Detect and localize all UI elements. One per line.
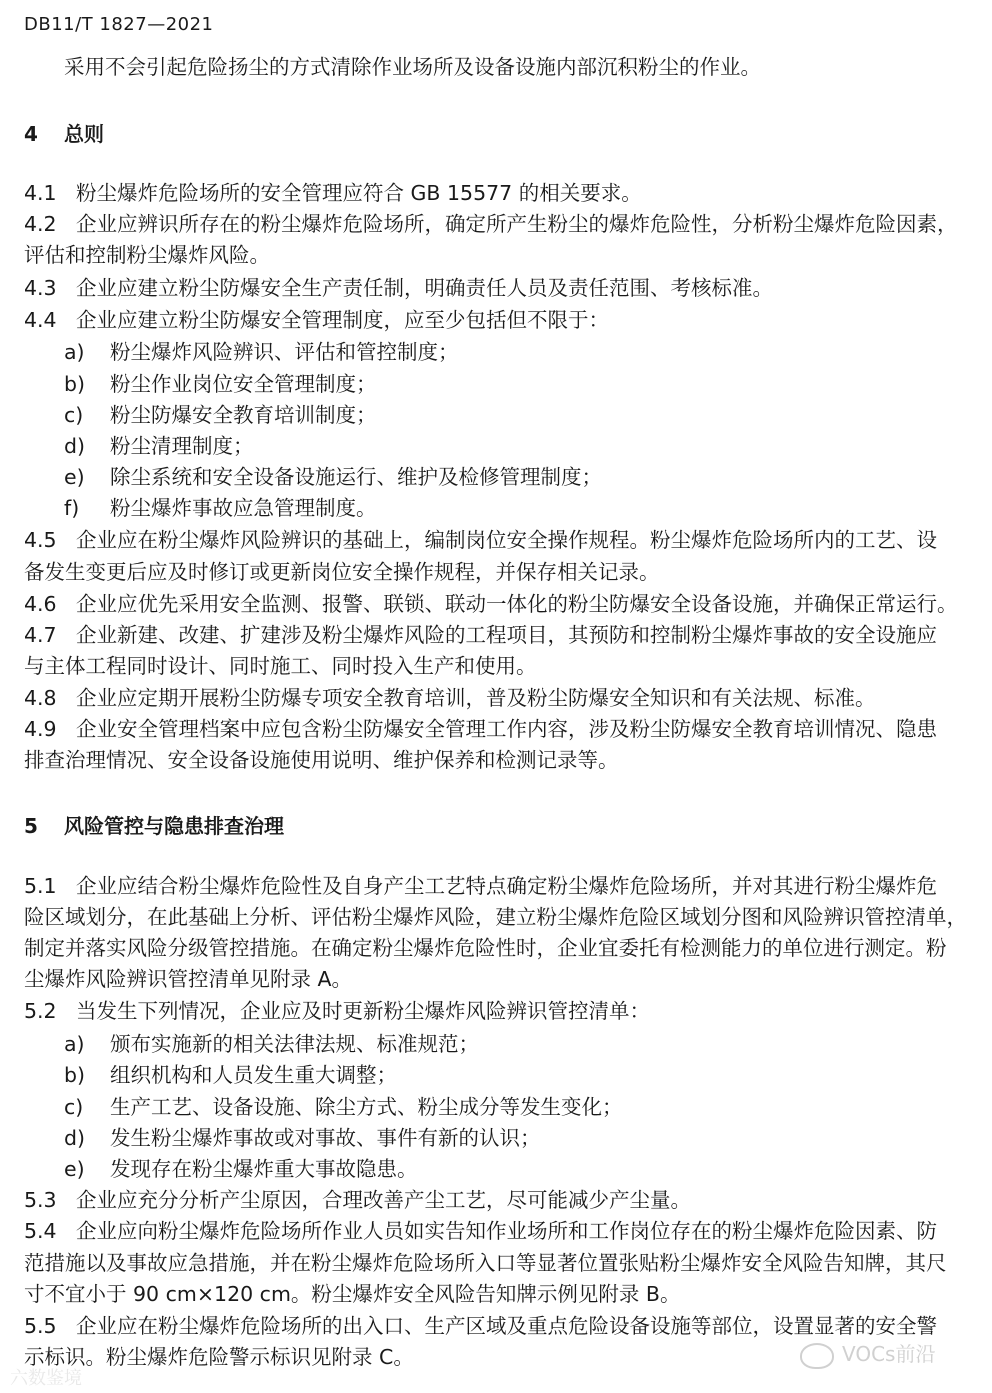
- clause-5-5: [24, 1311, 937, 1341]
- clause-number: 5.4: [24, 1219, 57, 1243]
- list-item: [64, 400, 377, 430]
- clause-5-4: [24, 1216, 937, 1246]
- item-text: 粉尘防爆安全教育培训制度；: [110, 403, 377, 427]
- clause-4-3: [24, 273, 773, 303]
- clause-5-4-cont: 寸不宜小于 90 cm×120 cm。粉尘爆炸安全风险告知牌示例见附录 B。: [24, 1282, 681, 1306]
- clause-number: 4.9: [24, 717, 57, 741]
- clause-4-2: [24, 209, 958, 239]
- list-item: [64, 1060, 397, 1090]
- watermark-right: [800, 1338, 935, 1369]
- clause-text: 企业应建立粉尘防爆安全管理制度，应至少包括但不限于：: [76, 308, 609, 332]
- clause-4-5-cont: 备发生变更后应及时修订或更新岗位安全操作规程，并保存相关记录。: [24, 560, 660, 584]
- clause-4-4: [24, 305, 609, 335]
- section-title: 风险管控与隐患排查治理: [64, 814, 284, 838]
- clause-text: 当发生下列情况，企业应及时更新粉尘爆炸风险辨识管控清单：: [76, 999, 650, 1023]
- clause-text: 企业应建立粉尘防爆安全生产责任制，明确责任人员及责任范围、考核标准。: [76, 276, 773, 300]
- list-item: [64, 337, 459, 367]
- clause-5-1-cont: 尘爆炸风险辨识管控清单见附录 A。: [24, 967, 353, 991]
- clause-5-5-cont: 示标识。粉尘爆炸危险警示标识见附录 C。: [24, 1345, 414, 1369]
- clause-text: 企业新建、改建、扩建涉及粉尘爆炸风险的工程项目，其预防和控制粉尘爆炸事故的安全设施应: [76, 623, 937, 647]
- clause-number: 4.4: [24, 308, 57, 332]
- item-text: 颁布实施新的相关法律法规、标准规范；: [110, 1032, 479, 1056]
- clause-number: 5.3: [24, 1188, 57, 1212]
- clause-number: 4.7: [24, 623, 57, 647]
- clause-5-3: [24, 1185, 691, 1215]
- clause-number: 5.5: [24, 1314, 57, 1338]
- clause-4-7: [24, 620, 937, 650]
- item-text: 粉尘爆炸风险辨识、评估和管控制度；: [110, 340, 459, 364]
- clause-4-9: [24, 714, 937, 744]
- item-text: 粉尘清理制度；: [110, 434, 254, 458]
- item-mark: d): [64, 434, 86, 458]
- item-text: 粉尘爆炸事故应急管理制度。: [110, 496, 377, 520]
- item-mark: a): [64, 340, 85, 364]
- section-number: 5: [24, 814, 38, 838]
- item-mark: e): [64, 465, 85, 489]
- clause-5-1-cont: 制定并落实风险分级管控措施。在确定粉尘爆炸危险性时，企业宜委托有检测能力的单位进行测定。粉: [24, 936, 947, 960]
- clause-5-4-cont: 范措施以及事故应急措施，并在粉尘爆炸危险场所入口等显著位置张贴粉尘爆炸安全风险告知牌，其尺: [24, 1251, 947, 1275]
- watermark-text: VOCs前沿: [842, 1342, 936, 1366]
- clause-number: 4.3: [24, 276, 57, 300]
- clause-text: 企业应定期开展粉尘防爆专项安全教育培训，普及粉尘防爆安全知识和有关法规、标准。: [76, 686, 876, 710]
- clause-number: 4.8: [24, 686, 57, 710]
- clause-4-8: [24, 683, 876, 713]
- clause-text: 企业安全管理档案中应包含粉尘防爆安全管理工作内容，涉及粉尘防爆安全教育培训情况、隐患: [76, 717, 937, 741]
- item-text: 组织机构和人员发生重大调整；: [110, 1063, 397, 1087]
- clause-5-2: [24, 996, 650, 1026]
- clause-4-5: [24, 525, 937, 555]
- item-mark: b): [64, 372, 86, 396]
- clause-number: 5.2: [24, 999, 57, 1023]
- clause-text: 粉尘爆炸危险场所的安全管理应符合 GB 15577 的相关要求。: [76, 181, 642, 205]
- section-title: 总则: [64, 122, 104, 146]
- clause-text: 企业应在粉尘爆炸危险场所的出入口、生产区域及重点危险设备设施等部位，设置显著的安全警: [76, 1314, 937, 1338]
- item-mark: e): [64, 1157, 85, 1181]
- item-text: 生产工艺、设备设施、除尘方式、粉尘成分等发生变化；: [110, 1095, 623, 1119]
- wechat-icon: [800, 1343, 834, 1369]
- clause-text: 企业应结合粉尘爆炸危险性及自身产尘工艺特点确定粉尘爆炸危险场所，并对其进行粉尘爆炸危: [76, 874, 937, 898]
- clause-number: 5.1: [24, 874, 57, 898]
- clause-number: 4.2: [24, 212, 57, 236]
- list-item: [64, 462, 602, 492]
- item-text: 发生粉尘爆炸事故或对事故、事件有新的认识；: [110, 1126, 541, 1150]
- clause-text: 企业应优先采用安全监测、报警、联锁、联动一体化的粉尘防爆安全设备设施，并确保正常运行。: [76, 592, 958, 616]
- clause-4-1: [24, 178, 642, 208]
- watermark-left: 六数鉴境: [10, 1368, 82, 1389]
- list-item: [64, 1123, 541, 1153]
- item-text: 粉尘作业岗位安全管理制度；: [110, 372, 377, 396]
- clause-4-6: [24, 589, 958, 619]
- clause-5-1: [24, 871, 937, 901]
- item-mark: c): [64, 403, 84, 427]
- clause-4-7-cont: 与主体工程同时设计、同时施工、同时投入生产和使用。: [24, 654, 537, 678]
- clause-4-2-cont: 评估和控制粉尘爆炸风险。: [24, 243, 270, 267]
- clause-text: 企业应充分分析产尘原因，合理改善产尘工艺，尽可能减少产尘量。: [76, 1188, 691, 1212]
- list-item: [64, 431, 254, 461]
- item-text: 发现存在粉尘爆炸重大事故隐患。: [110, 1157, 418, 1181]
- clause-4-9-cont: 排查治理情况、安全设备设施使用说明、维护保养和检测记录等。: [24, 748, 619, 772]
- section-5-heading: [24, 810, 284, 839]
- item-mark: c): [64, 1095, 84, 1119]
- item-mark: d): [64, 1126, 86, 1150]
- clause-number: 4.6: [24, 592, 57, 616]
- clause-5-1-cont: 险区域划分，在此基础上分析、评估粉尘爆炸风险，建立粉尘爆炸危险区域划分图和风险辨识管控清单，: [24, 905, 967, 929]
- item-mark: b): [64, 1063, 86, 1087]
- clause-text: 企业应在粉尘爆炸风险辨识的基础上，编制岗位安全操作规程。粉尘爆炸危险场所内的工艺、设: [76, 528, 937, 552]
- intro-line: 采用不会引起危险扬尘的方式清除作业场所及设备设施内部沉积粉尘的作业。: [64, 55, 761, 79]
- list-item: [64, 493, 377, 523]
- list-item: [64, 1154, 418, 1184]
- item-mark: f): [64, 496, 80, 520]
- clause-number: 4.1: [24, 181, 57, 205]
- list-item: [64, 1092, 623, 1122]
- item-text: 除尘系统和安全设备设施运行、维护及检修管理制度；: [110, 465, 602, 489]
- clause-text: 企业应辨识所存在的粉尘爆炸危险场所，确定所产生粉尘的爆炸危险性，分析粉尘爆炸危险因素，: [76, 212, 958, 236]
- standard-code: DB11/T 1827—2021: [24, 14, 214, 35]
- list-item: [64, 369, 377, 399]
- section-4-heading: [24, 118, 104, 147]
- clause-text: 企业应向粉尘爆炸危险场所作业人员如实告知作业场所和工作岗位存在的粉尘爆炸危险因素、防: [76, 1219, 937, 1243]
- section-number: 4: [24, 122, 38, 146]
- item-mark: a): [64, 1032, 85, 1056]
- list-item: [64, 1029, 479, 1059]
- clause-number: 4.5: [24, 528, 57, 552]
